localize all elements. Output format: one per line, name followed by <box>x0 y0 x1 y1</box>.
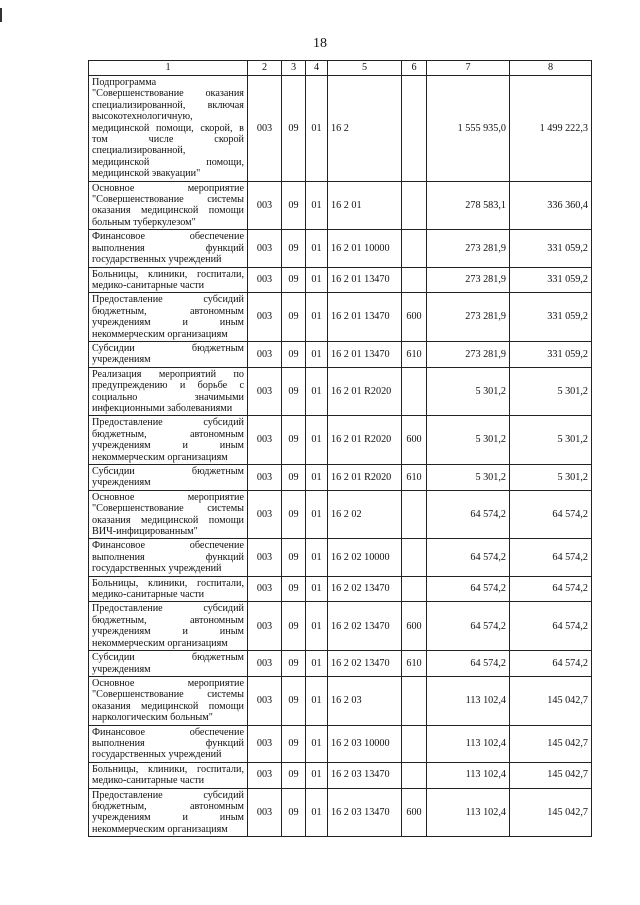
ministry-code-cell: 003 <box>248 181 282 230</box>
ministry-code-cell: 003 <box>248 465 282 491</box>
target-article-cell: 16 2 01 <box>328 181 402 230</box>
subsection-code-cell: 01 <box>306 341 328 367</box>
target-article-cell: 16 2 03 10000 <box>328 725 402 762</box>
section-code-cell: 09 <box>282 367 306 416</box>
amount-year2-cell: 145 042,7 <box>510 788 592 837</box>
expense-type-cell: 600 <box>402 416 427 465</box>
amount-year1-cell: 273 281,9 <box>427 230 510 267</box>
section-code-cell: 09 <box>282 416 306 465</box>
amount-year1-cell: 64 574,2 <box>427 602 510 651</box>
expense-type-cell <box>402 181 427 230</box>
amount-year1-cell: 113 102,4 <box>427 725 510 762</box>
ministry-code-cell: 003 <box>248 341 282 367</box>
subsection-code-cell: 01 <box>306 267 328 293</box>
amount-year2-cell: 5 301,2 <box>510 367 592 416</box>
section-code-cell: 09 <box>282 651 306 677</box>
section-code-cell: 09 <box>282 465 306 491</box>
expense-type-cell <box>402 676 427 725</box>
table-row <box>89 651 592 677</box>
amount-year1-cell: 273 281,9 <box>427 267 510 293</box>
subsection-code-cell: 01 <box>306 293 328 342</box>
item-name-cell: Предоставление субсидий бюджетным, автономным учреждениям и иным некоммерческим организациям <box>89 293 248 342</box>
section-code-cell: 09 <box>282 267 306 293</box>
col-header: 4 <box>306 61 328 76</box>
target-article-cell: 16 2 01 13470 <box>328 267 402 293</box>
amount-year1-cell: 5 301,2 <box>427 367 510 416</box>
amount-year2-cell: 5 301,2 <box>510 465 592 491</box>
table-body <box>89 76 592 837</box>
amount-year1-cell: 113 102,4 <box>427 676 510 725</box>
amount-year2-cell: 336 360,4 <box>510 181 592 230</box>
target-article-cell: 16 2 01 R2020 <box>328 416 402 465</box>
table-row <box>89 181 592 230</box>
table-row <box>89 230 592 267</box>
amount-year2-cell: 64 574,2 <box>510 602 592 651</box>
col-header: 7 <box>427 61 510 76</box>
amount-year1-cell: 113 102,4 <box>427 788 510 837</box>
ministry-code-cell: 003 <box>248 367 282 416</box>
subsection-code-cell: 01 <box>306 676 328 725</box>
ministry-code-cell: 003 <box>248 762 282 788</box>
amount-year2-cell: 5 301,2 <box>510 416 592 465</box>
amount-year1-cell: 113 102,4 <box>427 762 510 788</box>
expense-type-cell: 610 <box>402 341 427 367</box>
expense-type-cell <box>402 539 427 576</box>
ministry-code-cell: 003 <box>248 539 282 576</box>
ministry-code-cell: 003 <box>248 230 282 267</box>
amount-year2-cell: 145 042,7 <box>510 762 592 788</box>
table-row <box>89 602 592 651</box>
subsection-code-cell: 01 <box>306 416 328 465</box>
amount-year2-cell: 145 042,7 <box>510 725 592 762</box>
col-header: 6 <box>402 61 427 76</box>
col-header: 3 <box>282 61 306 76</box>
ministry-code-cell: 003 <box>248 76 282 182</box>
table-row <box>89 762 592 788</box>
item-name-cell: Финансовое обеспечение выполнения функций государственных учреждений <box>89 230 248 267</box>
item-name-cell: Основное мероприятие "Совершенствование системы оказания медицинской помощи наркологическим больным" <box>89 676 248 725</box>
subsection-code-cell: 01 <box>306 181 328 230</box>
item-name-cell: Финансовое обеспечение выполнения функций государственных учреждений <box>89 725 248 762</box>
item-name-cell: Больницы, клиники, госпитали, медико-санитарные части <box>89 762 248 788</box>
amount-year1-cell: 64 574,2 <box>427 651 510 677</box>
amount-year2-cell: 145 042,7 <box>510 676 592 725</box>
ministry-code-cell: 003 <box>248 267 282 293</box>
table-row <box>89 341 592 367</box>
item-name-cell: Субсидии бюджетным учреждениям <box>89 651 248 677</box>
amount-year2-cell: 64 574,2 <box>510 490 592 539</box>
subsection-code-cell: 01 <box>306 725 328 762</box>
target-article-cell: 16 2 02 10000 <box>328 539 402 576</box>
ministry-code-cell: 003 <box>248 676 282 725</box>
expense-type-cell <box>402 576 427 602</box>
ministry-code-cell: 003 <box>248 651 282 677</box>
amount-year1-cell: 5 301,2 <box>427 465 510 491</box>
target-article-cell: 16 2 01 10000 <box>328 230 402 267</box>
table-row <box>89 267 592 293</box>
section-code-cell: 09 <box>282 725 306 762</box>
expense-type-cell <box>402 76 427 182</box>
amount-year2-cell: 64 574,2 <box>510 539 592 576</box>
table-row <box>89 76 592 182</box>
table-row <box>89 490 592 539</box>
amount-year2-cell: 64 574,2 <box>510 576 592 602</box>
target-article-cell: 16 2 01 R2020 <box>328 367 402 416</box>
subsection-code-cell: 01 <box>306 465 328 491</box>
item-name-cell: Больницы, клиники, госпитали, медико-санитарные части <box>89 576 248 602</box>
target-article-cell: 16 2 03 <box>328 676 402 725</box>
subsection-code-cell: 01 <box>306 576 328 602</box>
target-article-cell: 16 2 02 <box>328 490 402 539</box>
item-name-cell: Субсидии бюджетным учреждениям <box>89 341 248 367</box>
item-name-cell: Больницы, клиники, госпитали, медико-санитарные части <box>89 267 248 293</box>
table-row <box>89 539 592 576</box>
budget-table <box>88 60 592 837</box>
amount-year1-cell: 1 555 935,0 <box>427 76 510 182</box>
table-row <box>89 788 592 837</box>
subsection-code-cell: 01 <box>306 539 328 576</box>
scan-edge-mark <box>0 8 2 22</box>
amount-year1-cell: 273 281,9 <box>427 293 510 342</box>
section-code-cell: 09 <box>282 676 306 725</box>
ministry-code-cell: 003 <box>248 725 282 762</box>
table-row <box>89 576 592 602</box>
section-code-cell: 09 <box>282 341 306 367</box>
item-name-cell: Реализация мероприятий по предупреждению и борьбе с социально значимыми инфекционными заболеваниями <box>89 367 248 416</box>
section-code-cell: 09 <box>282 788 306 837</box>
amount-year1-cell: 64 574,2 <box>427 576 510 602</box>
ministry-code-cell: 003 <box>248 416 282 465</box>
section-code-cell: 09 <box>282 602 306 651</box>
table-row <box>89 367 592 416</box>
item-name-cell: Предоставление субсидий бюджетным, автономным учреждениям и иным некоммерческим организациям <box>89 416 248 465</box>
section-code-cell: 09 <box>282 490 306 539</box>
ministry-code-cell: 003 <box>248 293 282 342</box>
item-name-cell: Предоставление субсидий бюджетным, автономным учреждениям и иным некоммерческим организациям <box>89 788 248 837</box>
expense-type-cell <box>402 490 427 539</box>
expense-type-cell <box>402 230 427 267</box>
target-article-cell: 16 2 02 13470 <box>328 602 402 651</box>
target-article-cell: 16 2 02 13470 <box>328 576 402 602</box>
item-name-cell: Подпрограмма "Совершенствование оказания специализированной, включая высокотехнологичную, медицинской помощи, скорой, в том числе скорой специализированной, медицинской помощи, медицинской эвакуации" <box>89 76 248 182</box>
amount-year1-cell: 273 281,9 <box>427 341 510 367</box>
target-article-cell: 16 2 01 13470 <box>328 341 402 367</box>
amount-year2-cell: 331 059,2 <box>510 230 592 267</box>
table-row <box>89 676 592 725</box>
ministry-code-cell: 003 <box>248 788 282 837</box>
expense-type-cell <box>402 367 427 416</box>
table-row <box>89 725 592 762</box>
col-header: 2 <box>248 61 282 76</box>
section-code-cell: 09 <box>282 762 306 788</box>
subsection-code-cell: 01 <box>306 367 328 416</box>
target-article-cell: 16 2 01 13470 <box>328 293 402 342</box>
target-article-cell: 16 2 02 13470 <box>328 651 402 677</box>
target-article-cell: 16 2 03 13470 <box>328 762 402 788</box>
target-article-cell: 16 2 <box>328 76 402 182</box>
ministry-code-cell: 003 <box>248 576 282 602</box>
amount-year1-cell: 278 583,1 <box>427 181 510 230</box>
page-number: 18 <box>313 36 327 51</box>
subsection-code-cell: 01 <box>306 76 328 182</box>
section-code-cell: 09 <box>282 76 306 182</box>
subsection-code-cell: 01 <box>306 602 328 651</box>
subsection-code-cell: 01 <box>306 230 328 267</box>
amount-year1-cell: 5 301,2 <box>427 416 510 465</box>
amount-year2-cell: 331 059,2 <box>510 293 592 342</box>
subsection-code-cell: 01 <box>306 490 328 539</box>
amount-year2-cell: 1 499 222,3 <box>510 76 592 182</box>
expense-type-cell <box>402 267 427 293</box>
header-row <box>89 61 592 76</box>
item-name-cell: Предоставление субсидий бюджетным, автономным учреждениям и иным некоммерческим организациям <box>89 602 248 651</box>
col-header: 8 <box>510 61 592 76</box>
expense-type-cell <box>402 725 427 762</box>
subsection-code-cell: 01 <box>306 651 328 677</box>
col-header: 5 <box>328 61 402 76</box>
item-name-cell: Основное мероприятие "Совершенствование системы оказания медицинской помощи больным туберкулезом" <box>89 181 248 230</box>
ministry-code-cell: 003 <box>248 490 282 539</box>
item-name-cell: Субсидии бюджетным учреждениям <box>89 465 248 491</box>
table-row <box>89 416 592 465</box>
target-article-cell: 16 2 01 R2020 <box>328 465 402 491</box>
amount-year1-cell: 64 574,2 <box>427 539 510 576</box>
expense-type-cell: 600 <box>402 602 427 651</box>
amount-year2-cell: 331 059,2 <box>510 267 592 293</box>
section-code-cell: 09 <box>282 539 306 576</box>
section-code-cell: 09 <box>282 576 306 602</box>
col-header: 1 <box>89 61 248 76</box>
item-name-cell: Основное мероприятие "Совершенствование системы оказания медицинской помощи ВИЧ-инфицированным" <box>89 490 248 539</box>
amount-year1-cell: 64 574,2 <box>427 490 510 539</box>
subsection-code-cell: 01 <box>306 788 328 837</box>
section-code-cell: 09 <box>282 181 306 230</box>
expense-type-cell <box>402 762 427 788</box>
amount-year2-cell: 64 574,2 <box>510 651 592 677</box>
amount-year2-cell: 331 059,2 <box>510 341 592 367</box>
expense-type-cell: 610 <box>402 651 427 677</box>
item-name-cell: Финансовое обеспечение выполнения функций государственных учреждений <box>89 539 248 576</box>
table-row <box>89 465 592 491</box>
ministry-code-cell: 003 <box>248 602 282 651</box>
table-row <box>89 293 592 342</box>
expense-type-cell: 610 <box>402 465 427 491</box>
target-article-cell: 16 2 03 13470 <box>328 788 402 837</box>
expense-type-cell: 600 <box>402 788 427 837</box>
expense-type-cell: 600 <box>402 293 427 342</box>
section-code-cell: 09 <box>282 293 306 342</box>
subsection-code-cell: 01 <box>306 762 328 788</box>
section-code-cell: 09 <box>282 230 306 267</box>
